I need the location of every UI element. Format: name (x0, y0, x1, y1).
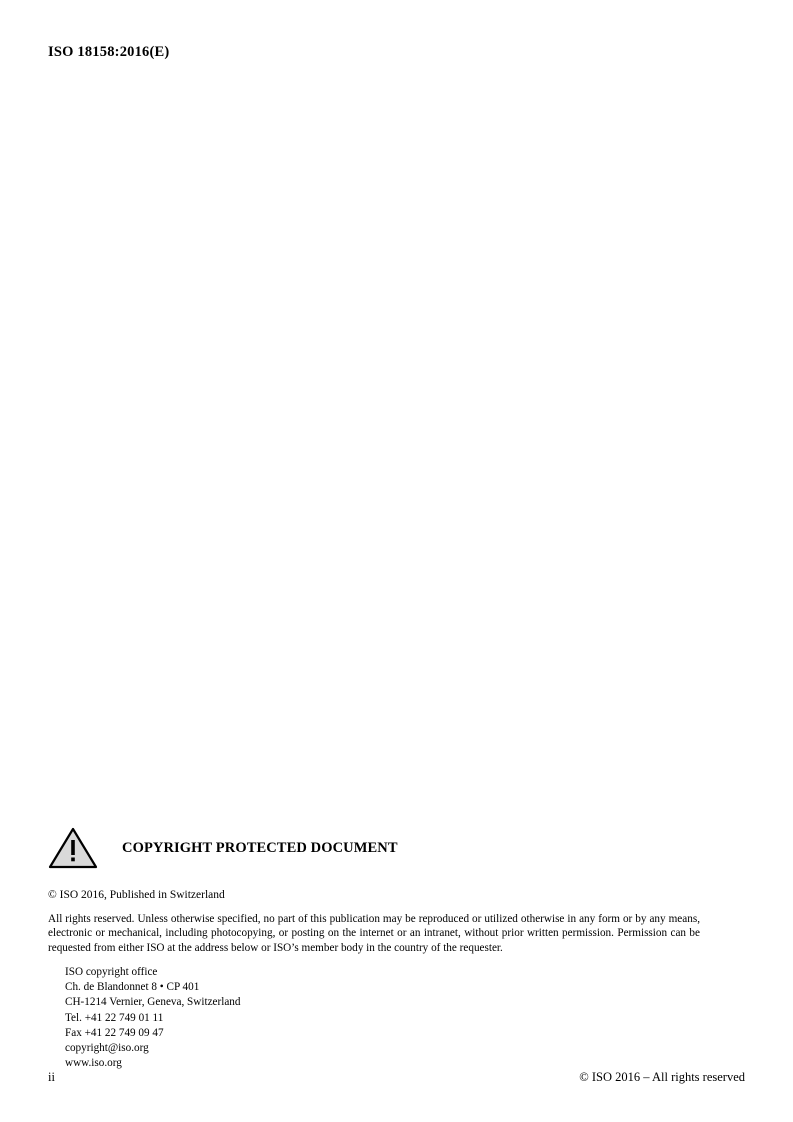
copyright-paragraph: All rights reserved. Unless otherwise specified, no part of this publication may be reproduced or utilized otherwise in any form or by any means, electronic or mechanical, including photocopying, or posting on the internet or an intranet, without prior written permission. Permission can be requested from either ISO at the address below or ISO’s member body in the country of the requester. (48, 912, 700, 955)
footer-rights-text: © ISO 2016 – All rights reserved (579, 1070, 745, 1084)
address-email: copyright@iso.org (65, 1042, 149, 1055)
copyright-block (48, 826, 700, 1072)
address-line: CH-1214 Vernier, Geneva, Switzerland (65, 996, 241, 1009)
warning-triangle-icon (48, 827, 98, 869)
page-footer (48, 1070, 745, 1085)
address-line: ISO copyright office (65, 965, 158, 978)
address-line: Ch. de Blandonnet 8 • CP 401 (65, 981, 200, 994)
address-website: www.iso.org (65, 1057, 122, 1070)
address-line: Fax +41 22 749 09 47 (65, 1026, 164, 1039)
footer-page-number: ii (48, 1070, 55, 1084)
copyright-title-row (48, 826, 700, 870)
copyright-address (65, 965, 700, 1072)
page-header: ISO 18158:2016(E) (48, 44, 170, 60)
copyright-title: COPYRIGHT PROTECTED DOCUMENT (122, 839, 398, 856)
address-line: Tel. +41 22 749 01 11 (65, 1011, 164, 1024)
copyright-notice-line: © ISO 2016, Published in Switzerland (48, 889, 225, 901)
